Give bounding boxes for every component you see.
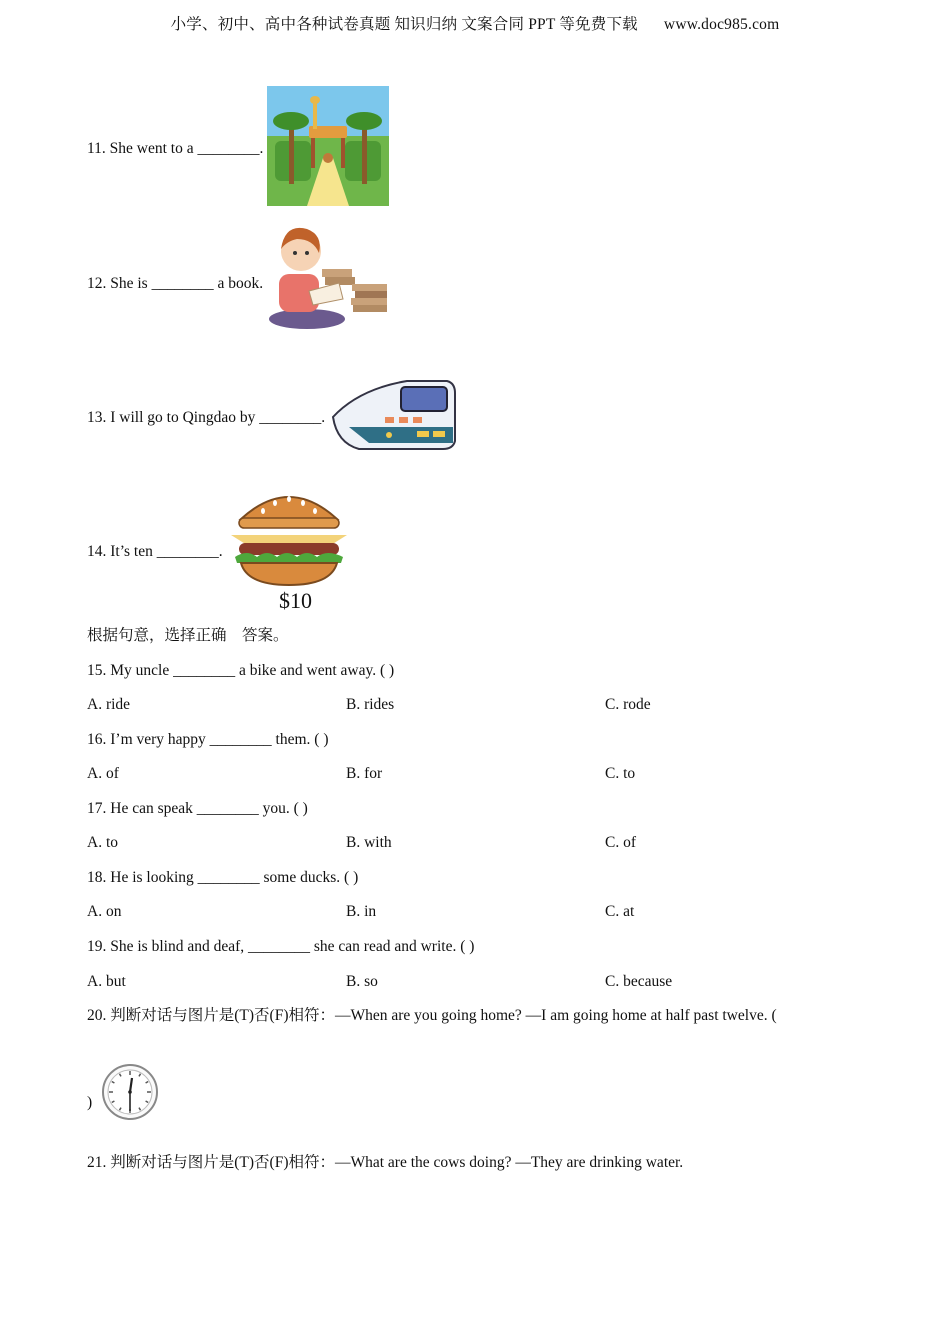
option-18-a[interactable]: A. on [87,903,122,920]
question-13: 13. I will go to Qingdao by ________. [87,409,326,426]
question-15: 15. My uncle ________ a bike and went away. ( ) [87,662,395,679]
girl-reading-picture [267,219,392,334]
hamburger-picture [227,485,352,590]
option-17-c[interactable]: C. of [605,834,636,851]
option-15-b[interactable]: B. rides [346,696,395,713]
question-20: 20. 判断对话与图片是(T)否(F)相符：—When are you going home? —I am going home at half past twelve. ( [87,1007,777,1024]
question-17: 17. He can speak ________ you. ( ) [87,800,308,817]
option-16-b[interactable]: B. for [346,765,383,782]
question-14: 14. It’s ten ________. [87,543,223,560]
option-19-b[interactable]: B. so [346,973,378,990]
question-12: 12. She is ________ a book. [87,275,264,292]
option-19-a[interactable]: A. but [87,973,126,990]
question-21: 21. 判断对话与图片是(T)否(F)相符：—What are the cows doing? —They are drinking water. [87,1154,684,1171]
option-19-c[interactable]: C. because [605,973,673,990]
zoo-gate-picture [267,86,389,206]
page-header [0,12,950,34]
question-19: 19. She is blind and deaf, ________ she can read and write. ( ) [87,938,475,955]
question-16: 16. I’m very happy ________ them. ( ) [87,731,329,748]
question-20-close-paren: ) [87,1094,93,1111]
price-label: $10 [279,588,312,613]
clock-picture [101,1063,159,1121]
section-title: 根据句意，选择正确 答案。 [87,627,289,644]
option-17-a[interactable]: A. to [87,834,118,851]
option-15-c[interactable]: C. rode [605,696,651,713]
header-tagline: 小学、初中、高中各种试卷真题 知识归纳 文案合同 PPT 等免费下载 [170,16,638,33]
header-url[interactable]: www.doc985.com [663,16,780,33]
train-picture [329,377,456,452]
option-16-c[interactable]: C. to [605,765,636,782]
question-18: 18. He is looking ________ some ducks. ( ) [87,869,359,886]
question-11: 11. She went to a ________. [87,140,264,157]
option-18-b[interactable]: B. in [346,903,377,920]
option-17-b[interactable]: B. with [346,834,392,851]
option-16-a[interactable]: A. of [87,765,119,782]
option-18-c[interactable]: C. at [605,903,635,920]
option-15-a[interactable]: A. ride [87,696,131,713]
